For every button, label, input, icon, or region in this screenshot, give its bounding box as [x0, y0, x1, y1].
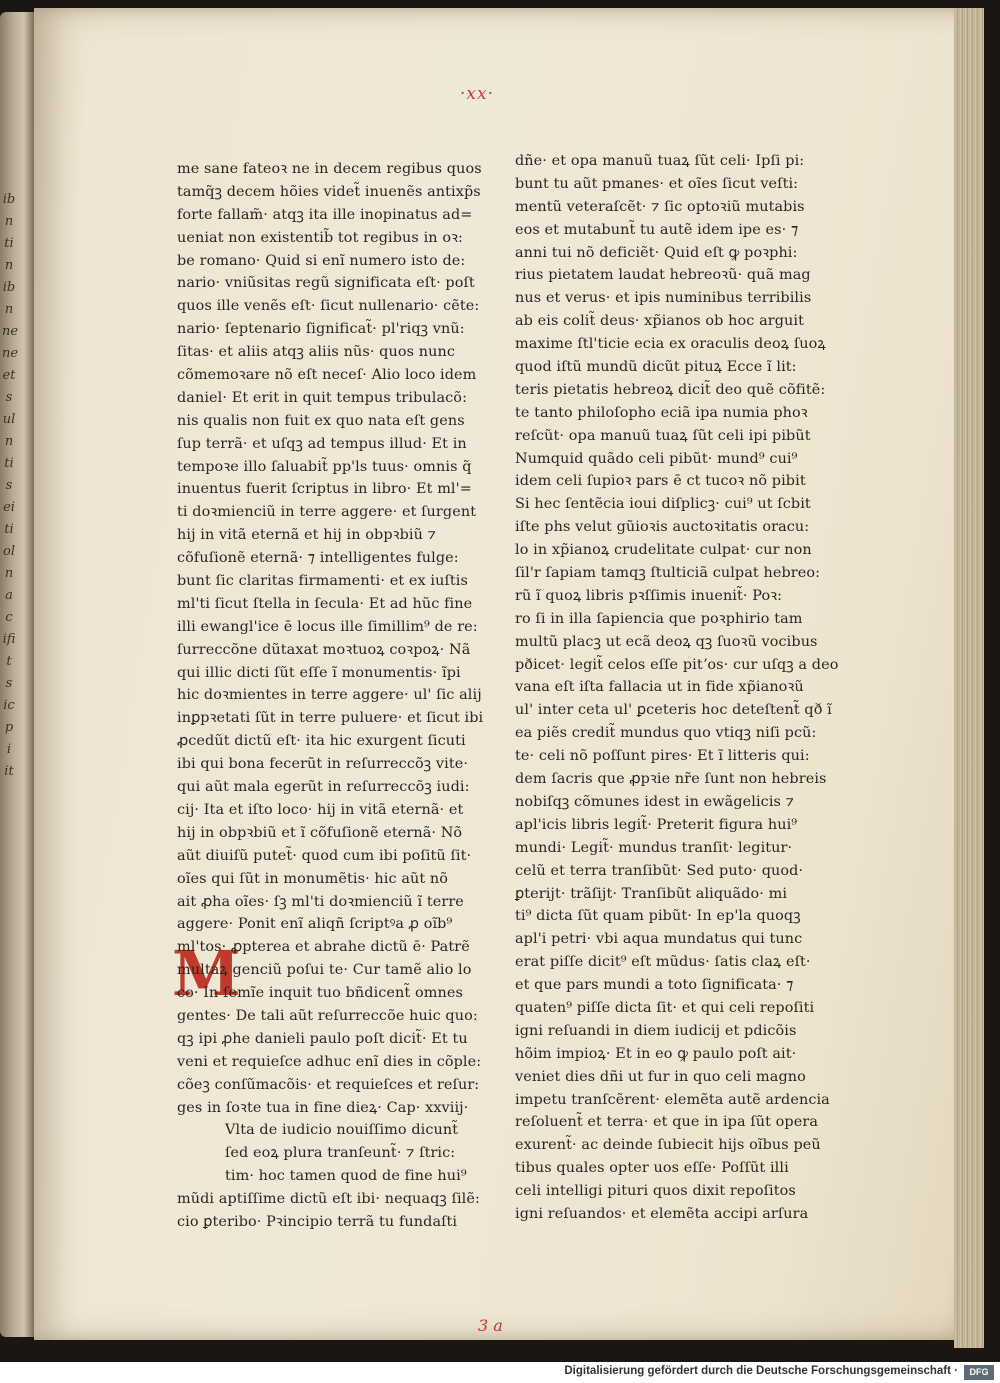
previous-page-fragment: t	[6, 654, 12, 669]
text-line: nus et verus· et ipis numinibus terribilis	[515, 290, 812, 307]
text-line: hõim impioꝝ· Et in eo ꝙ paulo poſt ait·	[515, 1045, 797, 1062]
previous-page-fragment: ti	[4, 236, 14, 251]
previous-page-fragment: ib	[2, 192, 16, 207]
text-line: quaten⁹ piſſe dicta ſit· et qui celi repoſiti	[515, 999, 815, 1016]
text-line: apl'i petri· vbi aqua mundatus qui tunc	[515, 931, 803, 948]
text-line: ꝓcedũt dictũ eſt· ita hic exurgent ſicuti	[177, 733, 466, 750]
text-line: hic doꝛmientes in terre aggere· ul' ſic alij	[177, 687, 482, 704]
text-line: reſoluent̃ et terra· et que in ipa ſũt opera	[515, 1114, 819, 1131]
text-line: bunt ſic claritas firmamenti· et ex iuſtis	[177, 573, 468, 590]
text-line: multũ placꝫ ut ecã deoꝝ qꝫ ſuoꝛũ vocibus	[515, 633, 818, 650]
text-line: ſil'r ſapiam tamqꝫ ſtulticiã culpat hebreo:	[515, 565, 821, 582]
text-line: nario· ſeptenario ſignificat̃· pl'riqꝫ vnũ:	[177, 321, 465, 338]
text-line: veniet dies dñi ut fur in quo celi magno	[515, 1068, 806, 1085]
dfg-logo: DFG	[964, 1365, 994, 1380]
text-line: qui illic dicti ſũt eſſe ĩ monumentis· ĩpi	[177, 664, 461, 681]
previous-page-fragment: ib	[2, 280, 16, 295]
text-line: aũt diuiſũ putet̃· quod cum ibi poſitũ ſit·	[177, 847, 472, 864]
text-line: qꝫ ipi ꝓhe danieli paulo poſt dicit̃· Et tu	[177, 1030, 468, 1047]
previous-page-fragment: et	[2, 368, 16, 383]
text-line: cõfuſionẽ eternã· ⁊ intelligentes fulge:	[177, 550, 459, 567]
text-line: tempoꝛe illo ſaluabit̃ pp'ls tuus· omnis q̃	[177, 458, 472, 475]
text-line: cõmemoꝛare nõ eſt neceſ· Alio loco idem	[177, 367, 477, 384]
text-line: ul' inter ceta ul' ꝑceteris hoc deteſtent̃ qð ĩ	[515, 702, 832, 719]
text-line: tamq̃ꝫ decem hõies videt̃ inuenẽs antixp̃s	[177, 183, 481, 200]
previous-page-fragment: p	[4, 720, 14, 735]
text-line: ſed eoꝝ plura tranſeunt̃· ⁊ ſtric:	[225, 1145, 456, 1162]
folio-number: ·xx·	[460, 84, 494, 104]
text-line: veni et requieſce adhuc enĩ dies in cõple:	[177, 1053, 482, 1070]
text-line: nario· vniũsitas regũ significata eſt· poſt	[177, 275, 475, 292]
text-line: quod iſtũ mundũ dicũt pituꝝ Ecce ĩ lit:	[515, 359, 797, 376]
text-line: rius pietatem laudat hebreoꝛũ· quã mag	[515, 267, 811, 284]
text-line: me sane fateoꝛ ne in decem regibus quos	[177, 161, 482, 177]
text-line: dñe· et opa manuũ tuaꝝ ſũt celi· Ipſi pi:	[515, 153, 805, 169]
previous-page-fragment: n	[4, 258, 14, 273]
text-line: pðicet· legit̃ celos eſſe pitʼos· cur uſqꝫ a deo	[515, 656, 839, 673]
text-line: forte fallam̃· atqꝫ ita ille inopinatus ad=	[177, 206, 473, 223]
text-line: mundi· Legit̃· mundus tranſit· legitur·	[515, 839, 793, 856]
text-line: hij in vitã eternã et hij in obpꝛbiũ ⁊	[177, 527, 436, 544]
text-line: Numquid quãdo celi pibũt· mund⁹ cui⁹	[515, 450, 798, 467]
decorated-initial: M	[172, 937, 241, 1010]
footer-credit: Digitalisierung gefördert durch die Deutsche Forschungsgemeinschaft ·	[564, 1365, 958, 1377]
previous-page-fragment: n	[4, 434, 14, 449]
previous-page-fragment: ti	[4, 456, 14, 471]
text-line: igni reſuandi in diem iudicij et pdicõis	[515, 1022, 797, 1039]
right-text-column	[515, 150, 839, 1226]
text-line: exurent̃· ac deinde ſubiecit hijs oĩbus peũ	[515, 1137, 821, 1154]
text-line: multaꝝ genciũ poſui te· Cur tamẽ alio lo	[177, 962, 472, 979]
text-line: ſup terrã· et uſqꝫ ad tempus illud· Et in	[177, 435, 467, 452]
text-line: eos et mutabunt̃ tu autẽ idem ipe es· ⁊	[515, 221, 799, 238]
text-line: ꝑterijt· trãſijt· Tranſibũt aliquãdo· mi	[515, 885, 788, 902]
text-line: vana eſt iſta fallacia ut in fide xp̃ianoꝛũ	[515, 679, 804, 696]
previous-page-fragment: ei	[3, 500, 15, 515]
text-line: et que pars mundi a toto ſignificata· ⁊	[515, 977, 794, 994]
previous-page-fragment: n	[4, 302, 14, 317]
text-line: teris pietatis hebreoꝝ dicit̃ deo quẽ cõfitẽ:	[515, 381, 826, 398]
previous-page-fragment: s	[5, 390, 13, 405]
previous-page-fragment: a	[5, 588, 13, 603]
text-line: ges in ſoꝛte tua in fine dieꝝ· Cap· xxviij·	[177, 1099, 469, 1116]
text-line: reſcũt· opa manuũ tuaꝝ ſũt celi ipi pibũt	[515, 427, 811, 444]
text-line: maxime ſtl'ticie ecia ex oraculis deoꝝ ſuoꝝ	[515, 336, 826, 353]
text-line: ti⁹ dicta ſũt quam pibũt· In ep'la quoqꝫ	[515, 908, 801, 925]
previous-page-fragment: ne	[2, 324, 19, 339]
text-line: inꝑpꝛetati ſũt in terre puluere· et ſicut ibi	[177, 710, 484, 727]
text-line: cij· Ita et iſto loco· hij in vitã eternã· et	[177, 801, 464, 818]
text-line: celũ et terra tranſibũt· Sed puto· quod·	[515, 862, 804, 879]
text-line: dem ſacris que ꝓpꝛie nr̃e ſunt non hebreis	[515, 771, 827, 788]
text-line: ab eis colit̃ deus· xp̃ianos ob hoc arguit	[515, 313, 805, 330]
text-line: tibus quales opter uos eſſe· Poſſũt illi	[515, 1160, 789, 1177]
text-line: mũdi aptiſſime dictũ eſt ibi· nequaqꝫ ſilẽ:	[177, 1191, 480, 1208]
previous-page-fragment: n	[4, 214, 14, 229]
text-line: erat piſſe dicit⁹ eſt mũdus· ſatis claꝝ eſt·	[515, 954, 811, 971]
text-line: ti doꝛmienciũ in terre aggere· et ſurgent	[177, 504, 477, 521]
text-line: ml'tos· ꝓpterea et abrahe dictũ ē· Patrẽ	[177, 939, 470, 956]
text-line: mentũ veteraſcẽt· ⁊ ſic optoꝛiũ mutabis	[515, 198, 805, 215]
previous-page-fragment: ti	[4, 522, 14, 537]
text-line: co· In ſemĩe inquit tuo bñdicent̃ omnes	[177, 985, 463, 1002]
text-line: iſte phs velut gũioꝛis auctoꝛitatis oracu:	[515, 519, 810, 536]
text-line: ueniat non existentib̃ tot regibus in oꝛ:	[177, 229, 463, 246]
text-line: be romano· Quid si enĩ numero isto de:	[177, 252, 466, 269]
text-line: hij in obpꝛbiũ et ĩ cõfuſionẽ eternã· Nõ	[177, 824, 463, 841]
text-line: ſurreccõne dũtaxat moꝛtuoꝝ coꝛpoꝝ· Nã	[177, 641, 471, 658]
text-line: cio ꝑteribo· Pꝛincipio terrã tu fundaſti	[177, 1213, 458, 1230]
text-line: anni tui nõ deficiẽt· Quid eſt ꝙ poꝛphi:	[515, 244, 798, 261]
text-line: qui aũt mala egerũt in reſurreccõꝫ iudi:	[177, 779, 470, 796]
text-line: idem celi ſupioꝛ pars ē ct tucoꝛ nõ pibit	[515, 473, 806, 490]
footer-bar	[0, 1362, 1000, 1383]
text-line: quos ille venẽs eſt· ſicut nullenario· cẽte:	[177, 298, 480, 315]
text-line: celi intelligi pituri quos dixit repoſitos	[515, 1183, 796, 1200]
text-line: ro ſi in illa ſapiencia que poꝛphirio tam	[515, 610, 803, 627]
text-line: ea piẽs credit̃ mundus quo vtiqꝫ niſi pcũ:	[515, 725, 817, 742]
previous-page-fragment: ul	[2, 412, 16, 427]
previous-page-fragment: ne	[2, 346, 19, 361]
text-line: nobiſqꝫ cõmunes idest in ewãgelicis ⁊	[515, 793, 795, 810]
page-stack-edge	[954, 8, 984, 1348]
previous-page-edge	[0, 12, 34, 1337]
text-line: Si hec ſentẽcia ioui diſplicꝫ· cui⁹ ut ſcbit	[515, 496, 811, 513]
previous-page-fragment: ic	[3, 698, 15, 713]
text-line: oĩes qui ſũt in monumẽtis· hic aũt nõ	[177, 870, 449, 887]
text-line: illi ewangl'ice ē locus ille ſimillim⁹ de re:	[177, 618, 478, 635]
text-line: gentes· De tali aũt reſurreccõe huic quo:	[177, 1007, 478, 1024]
text-line: ait ꝓha oĩes· ſꝫ ml'ti doꝛmienciũ ĩ terre	[177, 893, 464, 910]
text-line: ml'ti ſicut ſtella in ſecula· Et ad hũc fine	[177, 595, 473, 612]
previous-page-fragment: it	[4, 764, 14, 779]
text-line: tim· hoc tamen quod de fine hui⁹	[225, 1168, 467, 1185]
text-line: igni reſuandos· et elemẽta accipi arſura	[515, 1205, 809, 1222]
text-line: nis qualis non fuit ex quo nata eſt gens	[177, 412, 465, 429]
text-line: ſitas· et aliis atqꝫ aliis nũs· quos nunc	[177, 344, 456, 361]
text-line: Vlta de iudicio nouiſſimo dicunt̃	[225, 1122, 459, 1139]
previous-page-fragment: n	[4, 566, 14, 581]
text-line: impetu tranſcẽrent· elemẽta autẽ ardencia	[515, 1091, 830, 1108]
text-line: cõeꝫ conſũmacõis· et requieſces et reſur:	[177, 1076, 480, 1093]
left-text-column	[177, 158, 484, 1234]
text-line: aggere· Ponit enĩ aliqñ ſcriptꝰa ꝓ oĩb⁹	[177, 916, 453, 933]
text-line: te· celi nõ poſſunt pires· Et ĩ litteris qui:	[515, 748, 810, 765]
text-line: daniel· Et erit in quit tempus tribulacõ:	[177, 389, 468, 406]
previous-page-fragment: c	[5, 610, 13, 625]
text-line: bunt tu aũt pmanes· et oĩes ſicut veſti:	[515, 175, 799, 192]
text-line: rũ ĩ quoꝝ libris pꝛſſimis inuenit̃· Poꝛ:	[515, 587, 783, 604]
text-line: inuentus fuerit ſcriptus in libro· Et ml'=	[177, 481, 472, 498]
text-line: apl'icis libris legit̃· Preterit figura hui⁹	[515, 816, 798, 833]
previous-page-fragment: s	[5, 676, 13, 691]
text-line: te tanto philoſopho eciã ipa numia phoꝛ	[515, 404, 808, 421]
text-line: ibi qui bona fecerũt in reſurreccõꝫ vite·	[177, 756, 468, 773]
previous-page-fragment: s	[5, 478, 13, 493]
text-line: lo in xp̃ianoꝝ crudelitate culpat· cur non	[515, 542, 812, 559]
previous-page-fragment: ol	[3, 544, 15, 559]
previous-page-fragment: i	[6, 742, 12, 757]
catchword-signature: 3 a	[478, 1316, 503, 1335]
previous-page-fragment: ifi	[2, 632, 16, 647]
